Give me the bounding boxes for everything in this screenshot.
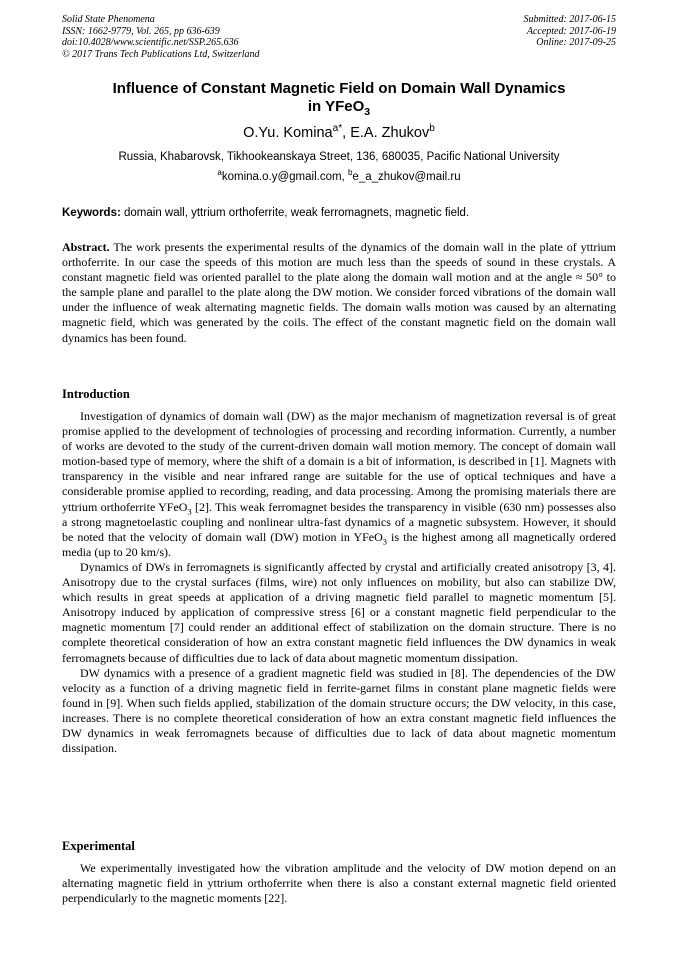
keywords-label: Keywords:: [62, 207, 121, 219]
submitted-date: Submitted: 2017-06-15: [523, 14, 616, 25]
title-line-2-text: in YFeO: [307, 98, 365, 115]
title-line-1: Influence of Constant Magnetic Field on Domain Wall Dynamics: [112, 80, 566, 97]
introduction-paragraph-2: Dynamics of DWs in ferromagnets is significantly affected by crystal and artificially created anisotropy [3, 4]. Anisotropy due to the crystal surfaces (films, wire) not only influences on mobility, but also can stabilize DW, which results in great speeds at application of a driving magnetic field parallel to magnetic momentum [5]. Anisotropy induced by application of compressive stress [6] or a constant magnetic field perpendicular to the magnetic momentum [7] could render an additional effect of stabilization on the domain structure. There is no complete theoretical consideration of how an extra constant magnetic field influences the DW dynamics in weak ferromagnets because of difficulties due to lack of data about magnetic momentum dissipation.: [62, 559, 616, 665]
author-2-mark: b: [429, 123, 435, 135]
abstract-label: Abstract.: [62, 240, 110, 254]
online-date: Online: 2017-09-25: [536, 37, 616, 48]
affiliation: Russia, Khabarovsk, Tikhookeanskaya Street, 136, 680035, Pacific National University: [118, 151, 560, 163]
email-b-mark: b: [347, 168, 353, 178]
intro-p1-sub-2: 3: [382, 537, 387, 547]
journal-doi: doi:10.4028/www.scientific.net/SSP.265.636: [62, 37, 239, 48]
author-1: O.Yu. Komina: [243, 125, 333, 141]
journal-name: Solid State Phenomena: [62, 14, 155, 25]
authors: [62, 124, 616, 142]
paper-title: [62, 80, 616, 116]
author-separator: ,: [342, 125, 351, 141]
author-emails: [62, 170, 616, 184]
email-a-mark: a: [217, 168, 222, 178]
intro-p1-sub-1: 3: [187, 506, 192, 516]
title-subscript: 3: [364, 106, 371, 118]
experimental-heading: Experimental: [62, 839, 135, 853]
dates-info: [524, 14, 617, 49]
keywords-text: domain wall, yttrium orthoferrite, weak ferromagnets, magnetic field.: [120, 207, 470, 219]
accepted-date: Accepted: 2017-06-19: [526, 25, 616, 37]
experimental-body: [62, 861, 616, 906]
title-line-2: [62, 98, 616, 116]
copyright: © 2017 Trans Tech Publications Ltd, Switzerland: [62, 48, 260, 60]
introduction-paragraph-3: DW dynamics with a presence of a gradient magnetic field was studied in [8]. The dependencies of the DW velocity as a function of a driving magnetic field in ferrite-garnet films in constant plane magnetic fields were found in [9]. When such fields applied, stabilization of the domain structure occurs; the DW velocity, in this case, increases. There is no complete theoretical consideration of how an extra constant magnetic field influences the DW dynamics in weak ferromagnets because of difficulties due to lack of data about magnetic momentum dissipation.: [62, 665, 616, 756]
keywords: [62, 206, 616, 220]
abstract-text: The work presents the experimental results of the dynamics of the domain wall in the plate of yttrium orthoferrite. In our case the speeds of this motion are much less than the speeds of sound in these crystals. A constant magnetic field was oriented parallel to the plate along the domain wall motion and at the angle ≈ 50° to the sample plane and parallel to the plate along the DW motion. We consider forced vibrations of the domain wall under the influence of weak alternating magnetic fields. The domain walls motion was caused by an alternating magnetic field, which was generated by the coils. The effect of the constant magnetic field on the domain wall dynamics has been found.: [62, 240, 616, 345]
experimental-paragraph-1: We experimentally investigated how the vibration amplitude and the velocity of DW motion depend on an alternating magnetic field in yttrium orthoferrite when there is also a constant external magnetic field oriented perpendicularly to the magnetic moments [22].: [62, 861, 616, 906]
email-b[interactable]: e_a_zhukov@mail.ru: [352, 171, 461, 183]
author-1-mark: a*: [332, 123, 343, 135]
introduction-heading: Introduction: [62, 387, 130, 401]
email-a[interactable]: komina.o.y@gmail.com,: [221, 171, 348, 183]
intro-p1-part-c: is the highest among all magnetically ordered media (up to 20 km/s).: [62, 529, 616, 559]
introduction-body: [62, 409, 616, 756]
introduction-paragraph-1: [62, 409, 616, 560]
journal-info: [62, 14, 260, 60]
journal-issn: ISSN: 1662-9779, Vol. 265, pp 636-639: [62, 25, 220, 37]
intro-p1-part-a: Investigation of dynamics of domain wall (DW) as the major mechanism of magnetization reversal is of great promise applied to the development of technologies of processing and recording information. Currently, a number of works are devoted to the study of the current-driven domain wall motion memory. The concept of domain wall motion-based type of memory, where the shift of a domain is a bit of information, is described in [1]. Magnets with transparency in the visible and near infrared range are suitable for the use of optical techniques and have a considerable promise applied to recording, reading, and data processing. Among the promising materials there are yttrium orthoferrite YFeO: [62, 409, 616, 514]
abstract: [62, 240, 616, 346]
intro-p1-part-b: [2]. This weak ferromagnet besides the transparency in visible (630 nm) possesses also a strong magnetoelastic coupling and nonlinear ultra-fast dynamics of a magnetic subsystem. However, it should be noted that the velocity of domain wall (DW) motion in YFeO: [62, 499, 617, 544]
author-2: E.A. Zhukov: [350, 125, 430, 141]
